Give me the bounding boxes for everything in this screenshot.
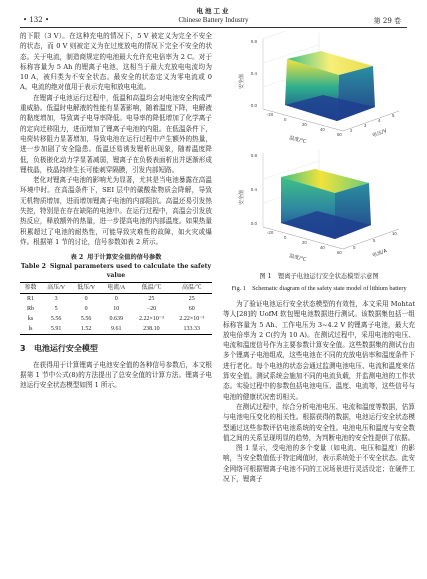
table-number-en: Table 2 [20,263,46,271]
z-tick-label: 0.4 [250,187,257,192]
y-tick-label: 10 [392,231,397,236]
y-tick-label: 4 [378,118,381,123]
table-caption [20,253,212,280]
table-cell: 238.10 [131,324,171,335]
y-axis-label: 电流/A [371,248,388,259]
voltage-temperature-surface [238,31,399,145]
table-row [20,304,212,314]
x-tick-label: 40 [320,127,325,132]
table-cell: 5.91 [41,324,71,335]
x-tick-label: 0 [284,117,287,122]
table-row [20,294,212,305]
table-header-cell: 低压/V [71,283,101,294]
table-cell: 25 [188,295,195,302]
x-tick-label: -20 [267,112,274,117]
back-grid-line [263,31,319,39]
table-cell: 2.22×10⁻³ [138,315,164,322]
body-paragraph: 图 1 显示，受电池的多个变量（如电流、电压和温度）的影响，当安全数值低于特定阈值时，表示系统处于不安全状态。此安全网络可根据锂离子电池不同的工况场景进行灵活设定；在硬件工况下，锂离子 [223,444,415,484]
z-axis-label: 安全值 [239,73,245,89]
left-column [20,31,212,390]
table-cell: 0 [84,295,88,302]
y-tick-label: 2 [350,128,353,133]
x-tick-label: 20 [302,240,307,245]
x-tick-label: 60 [337,250,342,255]
section-title: 电池运行安全模型 [33,344,98,354]
figure-1 [223,31,415,269]
y-tick-label: 5 [392,113,395,118]
table-row [20,324,212,335]
current-temperature-surface [238,149,399,263]
y-tick-label: 3 [364,123,367,128]
table-header-cell: 低温/℃ [131,283,171,294]
header-rule [20,27,407,28]
body-paragraph: 老化对锂离子电池的影响尤为显著，尤其是当电池暴露在高温环境中时。在高温条件下，SEI 层中的碳酸盐物质会降解，导致无机物质增加，进而增加锂离子电池的内部阻抗。高温还易引发热失控，特别是在存在缺陷的电池中。在运行过程中，高温会引发放热反应，释放额外的热量，进一步提高电池的内部温度。如果热量积累超过了电池的耐热性，可能导致灾难性的故障，如火灾或爆炸。根据第 1 节的讨论，信号参数如表 2 所示。 [20,176,212,246]
journal-title-cn: 电池工业 [196,7,231,15]
table-cell: 2.22×10⁻³ [179,315,205,322]
table-cell: 60 [188,305,195,312]
y-tick-label: 0 [353,245,356,250]
table-cell: 5.56 [80,315,92,322]
table-header-cell: 电流/A [101,283,131,294]
x-tick-label: 20 [302,122,307,127]
table-cell: 0 [114,295,118,302]
table-header-cell: 参数 [20,283,41,294]
z-tick-label: 0.0 [250,103,257,108]
body-paragraph: 在锂离子电池运行过程中，低温和高温均会对电池安全构成严重威胁。低温时电解液的性能有显著影响，随着温度下降，电解液的黏度增加，导致离子电导率降低。电导率的降低增加了化学离子的定向迁移阻力，进而增加了锂离子电池的内阻。在低温条件下，电荷转移阻力显著增加，导致电池在运行过程中产生额外的热量，进一步加剧了安全隐患。低温还易诱发锂析出现象，随着温度降低，负极嵌化动力学显著减弱，锂离子在负极表面析出并逐渐形成锂枝晶，枝晶持续生长可能刺穿隔膜，引发内部短路。 [20,93,212,174]
z-tick-label: 0.8 [250,39,257,44]
table-cell: 10 [113,305,120,312]
table-cell: 3 [54,295,58,302]
table-cell: Rb [27,305,35,312]
table-cell: 5.56 [50,315,62,322]
body-paragraph: 在测试过程中，综合分析电池电压、电流和温度等数据，估算与电池电压变化的相关性。根据获得的数据，电池运行安全状态模型通过这些参数评估电池系统的安全性。电池电压和温度与安全数值之间的关系呈现明显的趋势，为判断电池的安全性提供了依据。 [223,402,415,442]
table-cell: R1 [27,295,35,302]
table-title-en: Signal parameters used to calculate the safety value [49,263,212,280]
signal-parameter-table [20,282,212,335]
journal-title-en: Chinese Battery Industry [178,16,249,24]
table-header-cell: 高压/V [41,283,71,294]
table-row [20,314,212,324]
body-paragraph: 的下限（3 V）。在这种充电的情况下，5 V 被定义为完全不安全的状态，而 0 V 则被定义为在过度放电的情况下完全不安全的状态。关于电流，制造商规定的电池最大允许充电倍率为 2 C。对于标称容量为 5 Ah 的锂离子电池，这相当于最大充放电电流均为 10 A，被归类为不安全状态。最安全的状态定义为零电流或 0 A。电流的绝对值用于表示充电和放电电流。 [20,32,212,92]
table-cell: 9.61 [101,324,131,335]
figure-caption-cn: 图 1 锂离子电池运行安全状态模型示意图 [259,273,379,280]
z-axis-label: 安全值 [239,189,245,205]
table-cell: 5 [54,305,58,312]
z-tick-label: 0.8 [250,153,257,158]
table-cell: 0.639 [109,315,123,322]
x-axis-label: 温度/℃ [288,135,307,146]
z-tick-label: 0.4 [250,71,257,76]
x-tick-label: -20 [267,230,274,235]
section-number: 3 [20,344,26,354]
x-tick-label: 0 [284,235,287,240]
body-paragraph: 在获得用于计算锂离子电池安全值的各种信号参数后，本文根据第 1 节中公式(8)的方法提出了总安全值的计算方法。锂离子电池运行安全状态模型如图 1 所示。 [20,360,212,390]
table-header-cell: 高温/℃ [172,283,212,294]
figure-caption-en: Fig. 1 Schematic diagram of the safety state model of lithium battery [231,285,407,292]
y-axis-label: 电压/V [371,128,388,139]
table-cell: ls [20,324,41,335]
right-column [223,31,415,484]
z-tick-label: 0.0 [250,221,257,226]
volume-number: 第 29 卷 [373,17,401,25]
x-tick-label: 60 [337,132,342,137]
page-number: • 132 • [23,16,50,24]
table-cell: 25 [148,295,155,302]
section-heading [20,344,212,354]
x-axis-label: 温度/℃ [288,253,307,264]
body-paragraph: 为了验证电池运行安全状态模型的有效性，本文采用 Mohtat 等人[28]的 UofM 软包锂电池数据进行测试。该数据集包括一组标称容量为 5 Ah、工作电压为 3~4.2 V 的锂离子电池，最大充放电倍率为 2 C(约为 10 A)。在测试过程中，采用电池的电压、电流和温度信号作为主要参数计算安全值。这些数据集的测试台由多个锂离子电池组成，这些电池在不同的充放电倍率和温度条件下进行老化。每个电池的状态会通过监测电池电压、电流和温度来估算安全值。测试系统会施加不同的电流负载，并监测电池的工作状态。实验过程中的参数包括电池电压、温度、电流等，这些信号与电池的健康状况密切相关。 [223,300,415,401]
safety-surface-plots [223,31,415,269]
table-cell: −20 [146,305,157,312]
table-title-cn: 用于计算安全值的信号参数 [87,254,162,262]
table-cell: 133.33 [172,324,212,335]
table-cell: ks [27,315,34,322]
y-tick-label: 5 [373,238,376,243]
table-cell: 0 [84,305,88,312]
table-cell: 1.52 [71,324,101,335]
table-number: 表 2 [70,254,84,262]
x-tick-label: 40 [320,245,325,250]
